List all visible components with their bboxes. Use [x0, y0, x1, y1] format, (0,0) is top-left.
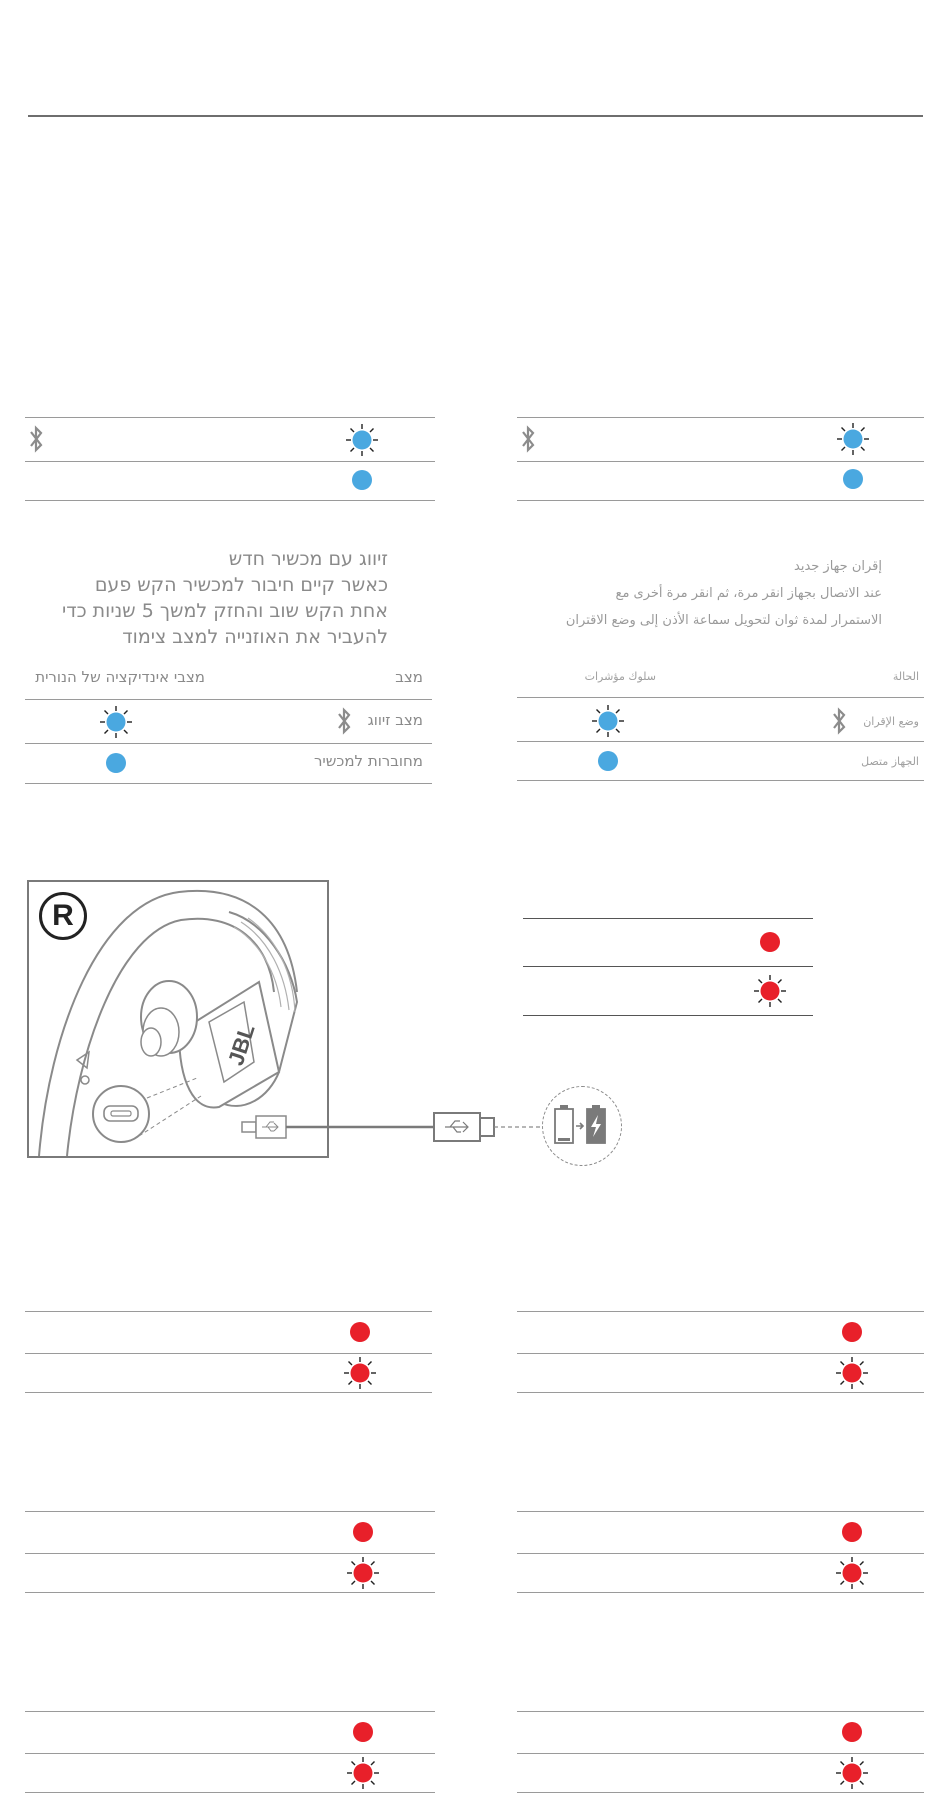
bluetooth-icon: [520, 424, 536, 454]
hebrew-instructions: [0, 546, 388, 650]
solid-led-icon: [353, 1722, 373, 1742]
solid-led-icon: [760, 932, 780, 952]
brand-logo: JBL: [222, 1021, 260, 1069]
solid-led-icon: [842, 1322, 862, 1342]
side-label-badge: [39, 892, 87, 940]
solid-led-icon: [352, 470, 372, 490]
hebrew-row-connected: מחוברות למכשיר: [313, 752, 423, 770]
hebrew-row-pairing: מצב זיווג: [367, 711, 423, 729]
hebrew-col-indicator: מצבי אינדיקציה של הנורית: [35, 668, 205, 686]
solid-led-icon: [353, 1522, 373, 1542]
blinking-led-icon: [343, 1356, 377, 1390]
bluetooth-icon: [831, 706, 847, 736]
blinking-led-icon: [835, 1356, 869, 1390]
hebrew-heading: זיווג עם מכשיר חדש: [228, 548, 388, 570]
arabic-instructions: [482, 553, 882, 634]
solid-led-icon: [350, 1322, 370, 1342]
blinking-led-icon: [835, 1556, 869, 1590]
blinking-led-icon: [753, 974, 787, 1008]
hebrew-line-1: כאשר קיים חיבור למכשיר הקש פעם: [94, 574, 388, 596]
arabic-row-pairing: وضع الإقران: [863, 715, 919, 728]
hebrew-line-2: אחת הקש שוב והחזק למשך 5 שניות כדי: [61, 600, 388, 622]
solid-led-icon: [106, 753, 126, 773]
blinking-led-icon: [591, 704, 625, 738]
blinking-led-icon: [346, 1756, 380, 1790]
arabic-row-connected: الجهاز متصل: [861, 755, 919, 768]
blinking-led-icon: [99, 705, 133, 739]
arabic-col-state: الحالة: [892, 670, 919, 683]
blinking-led-icon: [835, 1756, 869, 1790]
top-divider: [28, 115, 923, 117]
blinking-led-icon: [346, 1556, 380, 1590]
bluetooth-icon: [28, 424, 44, 454]
solid-led-icon: [843, 469, 863, 489]
arabic-heading: إقران جهاز جديد: [794, 559, 882, 574]
blinking-led-icon: [836, 422, 870, 456]
hebrew-line-3: להעביר את האוזנייה למצב צימוד: [122, 626, 388, 648]
solid-led-icon: [842, 1722, 862, 1742]
solid-led-icon: [842, 1522, 862, 1542]
battery-charging-icon: [542, 1086, 622, 1166]
arabic-line-1: عند الاتصال بجهاز انقر مرة، ثم انقر مرة أخرى مع: [615, 586, 882, 601]
bluetooth-icon: [336, 706, 352, 736]
blinking-led-icon: [345, 423, 379, 457]
hebrew-col-state: מצב: [395, 668, 423, 686]
solid-led-icon: [598, 751, 618, 771]
arabic-col-indicator: سلوك مؤشرات: [584, 670, 656, 683]
arabic-line-2: الاستمرار لمدة ثوان لتحويل سماعة الأذن إلى وضع الاقتران: [565, 613, 882, 628]
side-label: R: [52, 899, 74, 932]
